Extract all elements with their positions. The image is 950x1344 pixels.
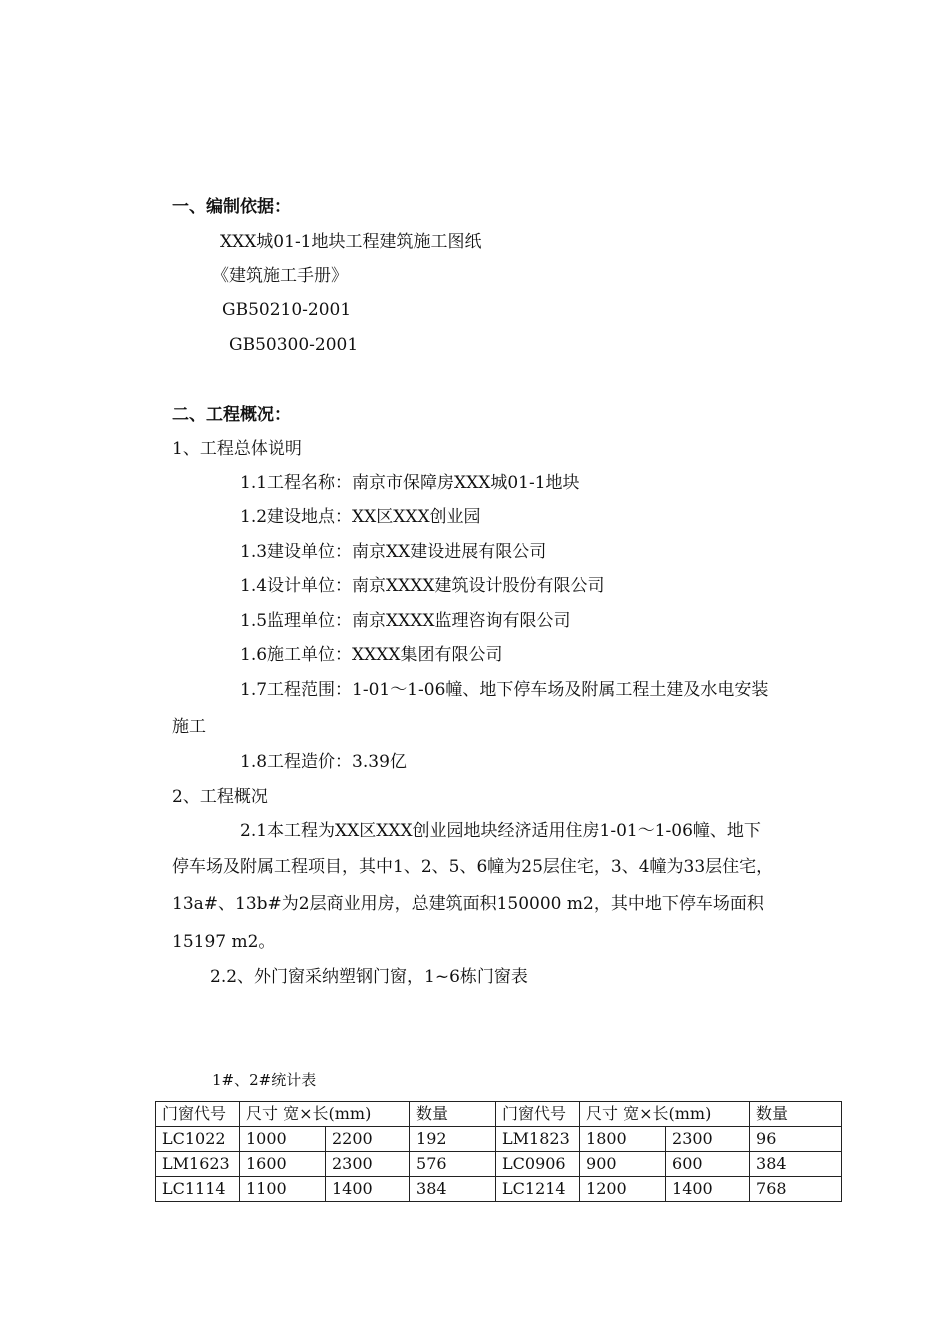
table-cell: 576 — [410, 1152, 496, 1177]
paragraph-line: 2.1本工程为XX区XXX创业园地块经济适用住房1-01～1-06幢、地下 — [240, 821, 761, 841]
table-cell: 1600 — [240, 1152, 326, 1177]
table-row — [156, 1177, 842, 1202]
basis-item: 《建筑施工手册》 — [212, 266, 348, 286]
table-cell: 2200 — [326, 1127, 410, 1152]
table-cell: 1200 — [580, 1177, 666, 1202]
table-row — [156, 1127, 842, 1152]
basis-item: GB50300-2001 — [229, 335, 359, 355]
table-cell: LC0906 — [496, 1152, 580, 1177]
table-cell: LC1022 — [156, 1127, 240, 1152]
table-caption: 1#、2#统计表 — [212, 1071, 317, 1089]
paragraph-line: 2.2、外门窗采纳塑钢门窗，1~6栋门窗表 — [210, 967, 528, 987]
table-cell: LM1623 — [156, 1152, 240, 1177]
table-cell: 768 — [750, 1177, 842, 1202]
detail-line: 1.6施工单位：XXXX集团有限公司 — [240, 645, 503, 665]
header-cell: 数量 — [750, 1102, 842, 1127]
header-cell: 尺寸 宽×长(mm) — [240, 1102, 410, 1127]
paragraph-line: 15197 m2。 — [172, 932, 276, 952]
table-cell: 384 — [750, 1152, 842, 1177]
table-cell: 2300 — [666, 1127, 750, 1152]
table-cell: LC1214 — [496, 1177, 580, 1202]
table-cell: 900 — [580, 1152, 666, 1177]
detail-line: 1.5监理单位：南京XXXX监理咨询有限公司 — [240, 611, 571, 631]
table-cell: 384 — [410, 1177, 496, 1202]
table-row — [156, 1152, 842, 1177]
table-cell: 2300 — [326, 1152, 410, 1177]
header-cell: 门窗代号 — [496, 1102, 580, 1127]
table-cell: 96 — [750, 1127, 842, 1152]
subheading-overview: 2、工程概况 — [172, 787, 268, 807]
table-cell: 1800 — [580, 1127, 666, 1152]
table-cell: 1100 — [240, 1177, 326, 1202]
header-cell: 数量 — [410, 1102, 496, 1127]
heading-overview: 二、工程概况： — [172, 405, 291, 425]
detail-line: 1.2建设地点：XX区XXX创业园 — [240, 507, 481, 527]
subheading-general: 1、工程总体说明 — [172, 439, 302, 459]
table-cell: LM1823 — [496, 1127, 580, 1152]
table-cell: 1000 — [240, 1127, 326, 1152]
table-cell: 1400 — [666, 1177, 750, 1202]
detail-line: 1.8工程造价：3.39亿 — [240, 752, 407, 772]
header-cell: 门窗代号 — [156, 1102, 240, 1127]
basis-item: GB50210-2001 — [222, 300, 352, 320]
header-cell: 尺寸 宽×长(mm) — [580, 1102, 750, 1127]
table-header-row — [156, 1102, 842, 1127]
basis-item: XXX城01-1地块工程建筑施工图纸 — [220, 232, 482, 252]
table-cell: 1400 — [326, 1177, 410, 1202]
table-cell: 600 — [666, 1152, 750, 1177]
heading-basis: 一、编制依据： — [172, 197, 291, 217]
detail-line: 1.1工程名称：南京市保障房XXX城01-1地块 — [240, 473, 580, 493]
detail-line-wrap: 施工 — [172, 717, 206, 737]
table-cell: LC1114 — [156, 1177, 240, 1202]
paragraph-line: 停车场及附属工程项目，其中1、2、5、6幢为25层住宅，3、4幢为33层住宅， — [172, 857, 774, 877]
paragraph-line: 13a#、13b#为2层商业用房，总建筑面积150000 m2，其中地下停车场面积 — [172, 894, 764, 914]
detail-line: 1.3建设单位：南京XX建设进展有限公司 — [240, 542, 547, 562]
door-window-table — [155, 1101, 842, 1202]
detail-line: 1.7工程范围：1-01～1-06幢、地下停车场及附属工程土建及水电安装 — [240, 680, 769, 700]
detail-line: 1.4设计单位：南京XXXX建筑设计股份有限公司 — [240, 576, 605, 596]
table-cell: 192 — [410, 1127, 496, 1152]
